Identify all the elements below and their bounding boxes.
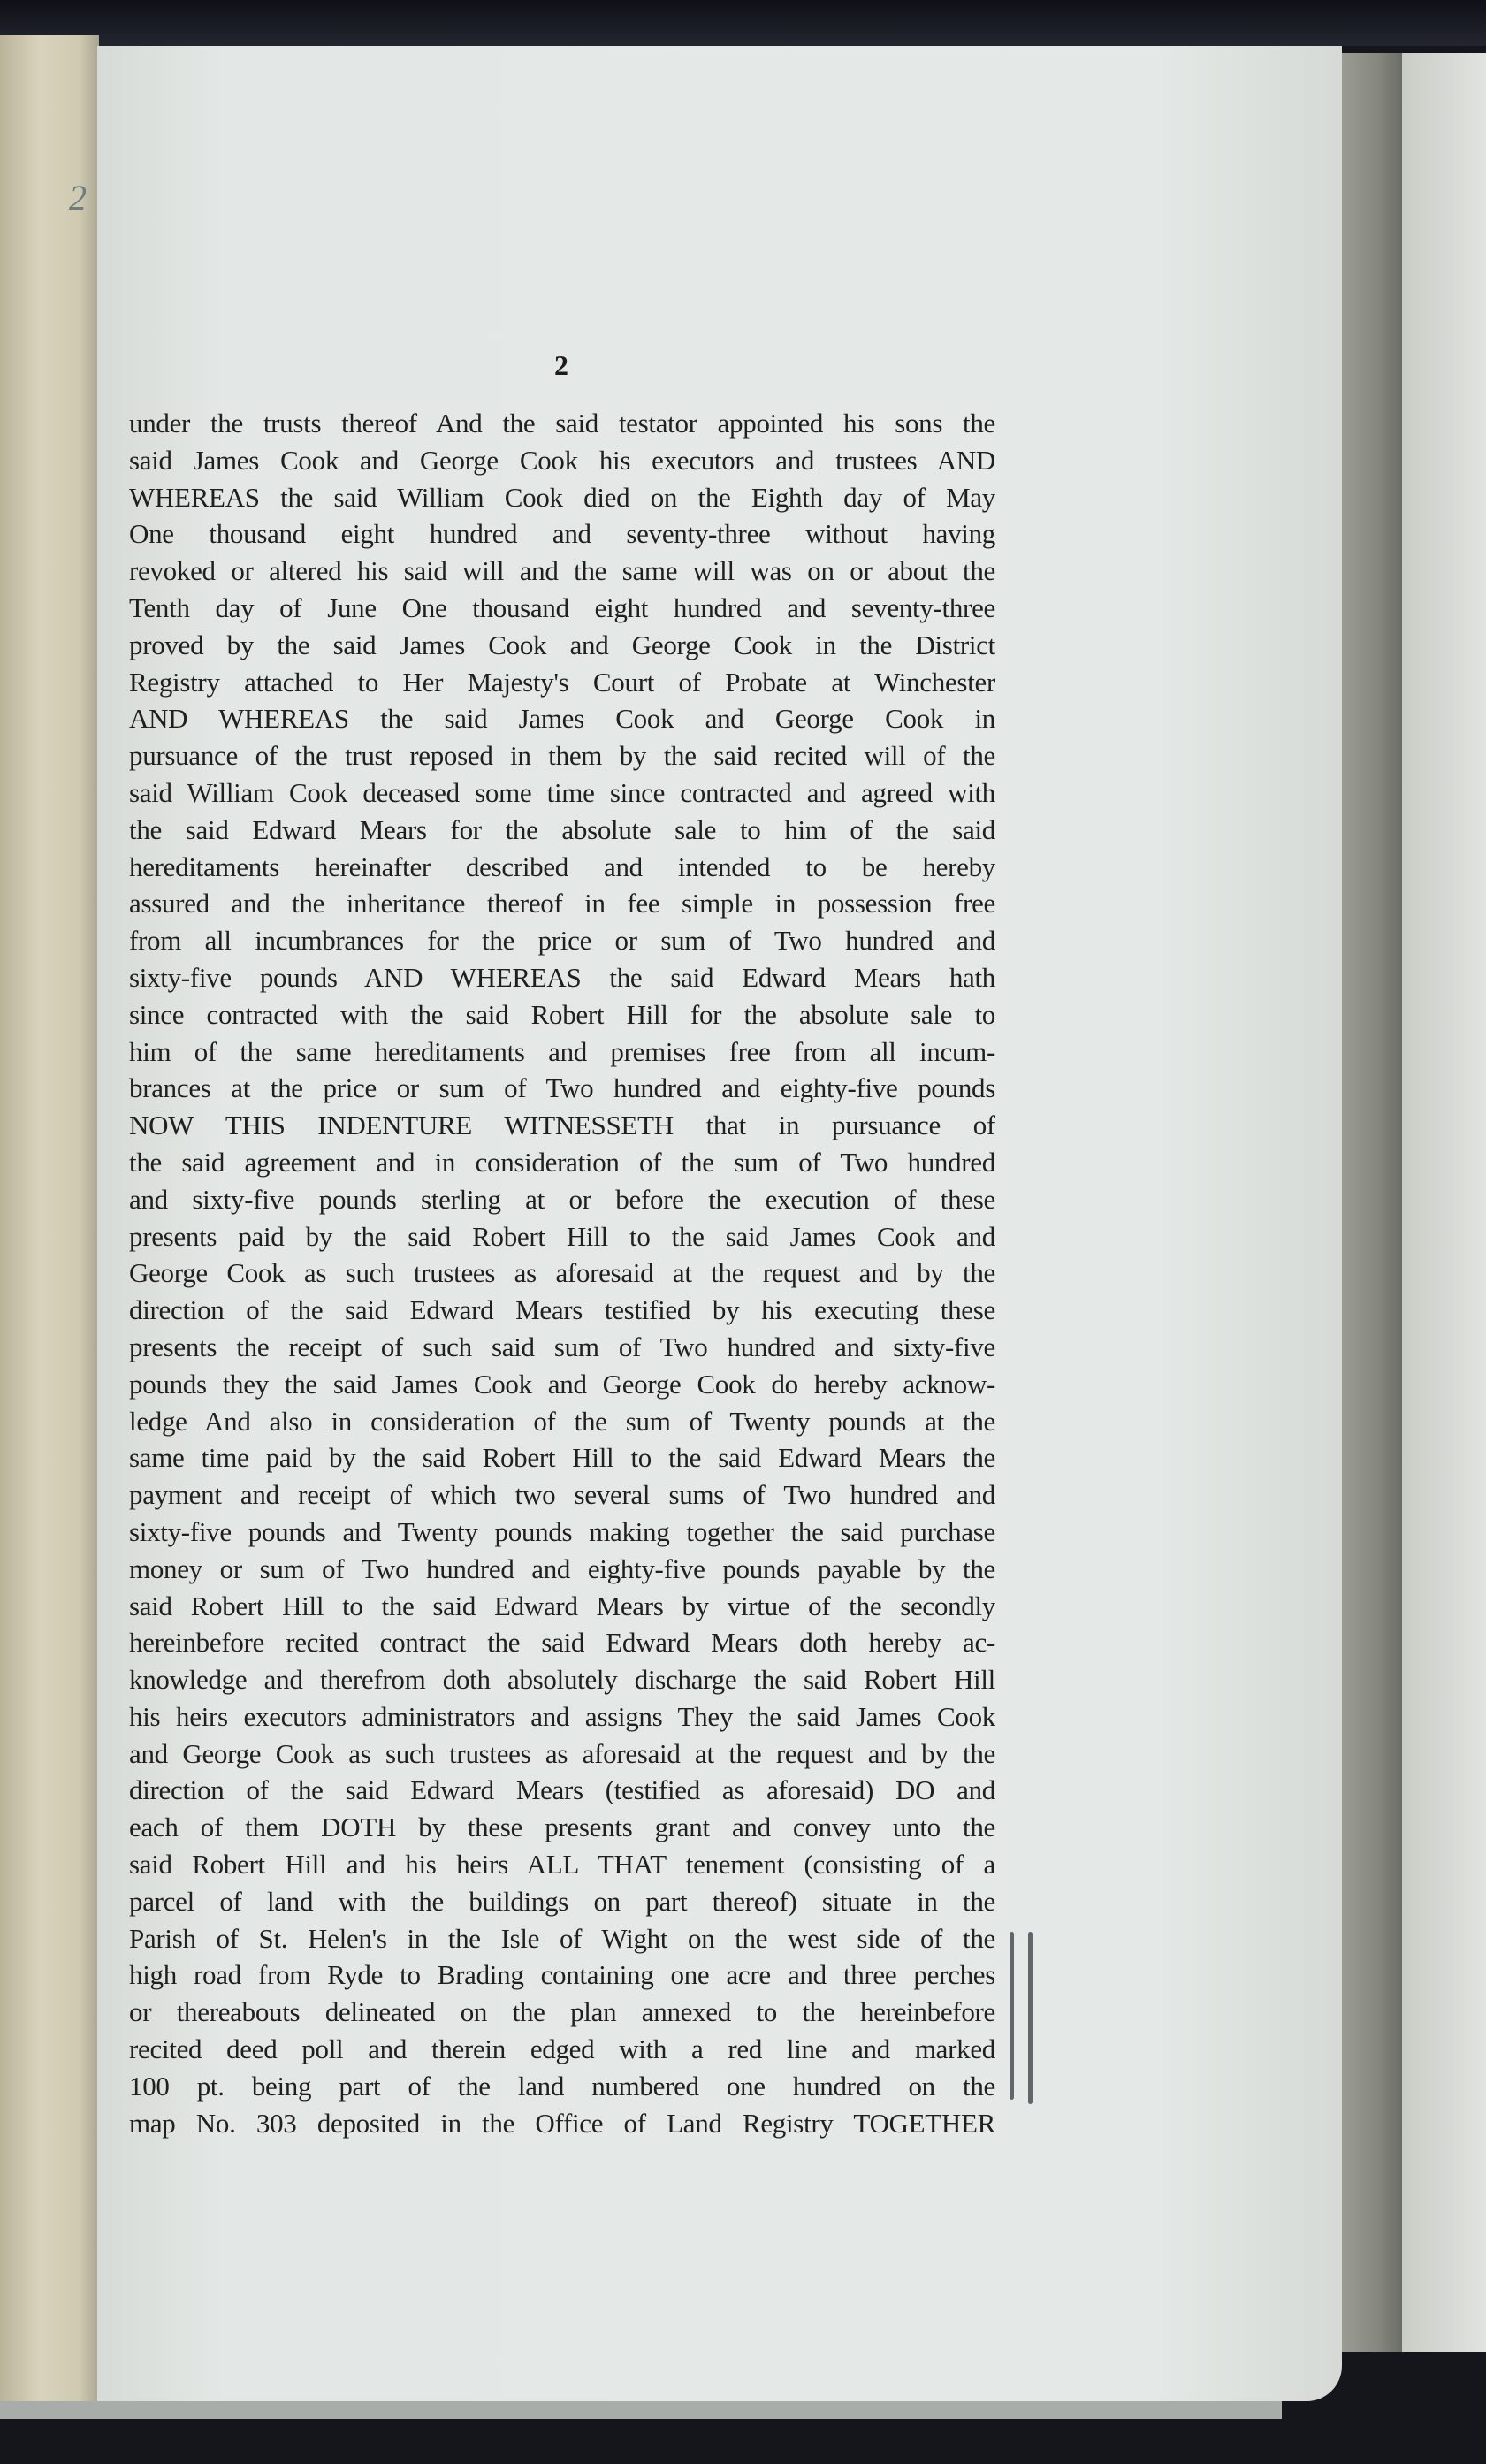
text-line-content: each of them DOTH by these presents grant and convey unto the <box>129 1812 995 1843</box>
text-line <box>129 515 995 553</box>
text-line-content: same time paid by the said Robert Hill to the said Edward Mears the <box>129 1442 995 1474</box>
text-line-content: from all incumbrances for the price or sum of Two hundred and <box>129 925 995 957</box>
text-line <box>129 1514 995 1551</box>
text-line-content: money or sum of Two hundred and eighty-five pounds payable by the <box>129 1552 995 1584</box>
text-line <box>129 553 995 590</box>
text-line-content: map No. 303 deposited in the Office of Land Registry TOGETHER <box>129 2107 995 2139</box>
text-line-content: George Cook as such trustees as aforesaid at the request and by the <box>129 1257 995 1289</box>
text-line-content: NOW THIS INDENTURE WITNESSETH that in pursuance of <box>129 1110 995 1141</box>
document-body <box>129 405 995 2141</box>
text-line-content: pursuance of the trust reposed in them by the said recited will of the <box>129 740 995 772</box>
text-line-content: brances at the price or sum of Two hundred and eighty-five pounds <box>129 1072 995 1104</box>
text-line-content: said Robert Hill to the said Edward Mears by virtue of the secondly <box>129 1590 995 1621</box>
text-line-content: Parish of St. Helen's in the Isle of Wight on the west side of the <box>129 1922 995 1954</box>
text-line-content: 100 pt. being part of the land numbered one hundred on the <box>129 2070 995 2102</box>
text-line-content: recited deed poll and therein edged with a red line and marked <box>129 2033 995 2065</box>
text-line-content: WHEREAS the said William Cook died on the Eighth day of May <box>129 481 995 513</box>
text-line <box>129 1144 995 1181</box>
text-line-content: hereinbefore recited contract the said Edward Mears doth hereby ac- <box>129 1627 995 1659</box>
pencil-margin-mark <box>1028 1932 1033 2104</box>
text-line-content: presents paid by the said Robert Hill to the said James Cook and <box>129 1220 995 1252</box>
text-line-content: and George Cook as such trustees as aforesaid at the request and by the <box>129 1737 995 1769</box>
text-line-content: proved by the said James Cook and George Cook in the District <box>129 629 995 660</box>
scanner-background-top <box>0 0 1486 46</box>
text-line-content: sixty-five pounds AND WHEREAS the said Edward Mears hath <box>129 961 995 993</box>
text-line <box>129 1661 995 1698</box>
text-line <box>129 1034 995 1071</box>
text-line <box>129 1366 995 1403</box>
text-line <box>129 849 995 886</box>
text-line-content: AND WHEREAS the said James Cook and George Cook in <box>129 703 995 735</box>
text-line-content: direction of the said Edward Mears testified by his executing these <box>129 1294 995 1326</box>
text-line <box>129 959 995 996</box>
text-line-content: the said agreement and in consideration of the sum of Two hundred <box>129 1146 995 1178</box>
text-line <box>129 1070 995 1107</box>
text-line <box>129 1181 995 1218</box>
text-line <box>129 479 995 516</box>
text-line <box>129 1588 995 1625</box>
handwritten-margin-note: 2 <box>69 178 87 217</box>
text-line <box>129 2031 995 2068</box>
text-line-content: sixty-five pounds and Twenty pounds making together the said purchase <box>129 1515 995 1547</box>
text-line-content: said James Cook and George Cook his executors and trustees AND <box>129 444 995 476</box>
text-line <box>129 1624 995 1661</box>
text-line-content: ledge And also in consideration of the sum of Twenty pounds at the <box>129 1405 995 1437</box>
text-line-content: said William Cook deceased some time since contracted and agreed with <box>129 776 995 808</box>
text-line <box>129 1329 995 1366</box>
text-line <box>129 442 995 479</box>
text-line <box>129 1551 995 1588</box>
text-line-content: high road from Ryde to Brading containing one acre and three perches <box>129 1959 995 1991</box>
text-line <box>129 1735 995 1773</box>
text-line-content: since contracted with the said Robert Hill for the absolute sale to <box>129 998 995 1030</box>
text-line-content: said Robert Hill and his heirs ALL THAT tenement (consisting of a <box>129 1849 995 1880</box>
text-line <box>129 1255 995 1292</box>
text-line-content: hereditaments hereinafter described and intended to be hereby <box>129 851 995 882</box>
text-line <box>129 737 995 774</box>
page-gutter-shadow <box>1342 53 1402 2352</box>
text-line-content: parcel of land with the buildings on part thereof) situate in the <box>129 1885 995 1917</box>
text-line <box>129 664 995 701</box>
text-line <box>129 1439 995 1476</box>
text-line-content: Registry attached to Her Majesty's Court of Probate at Winchester <box>129 666 995 698</box>
text-line-content: and sixty-five pounds sterling at or before the execution of these <box>129 1183 995 1215</box>
text-line-content: pounds they the said James Cook and George Cook do hereby acknow- <box>129 1368 995 1400</box>
text-line <box>129 1292 995 1329</box>
text-line <box>129 996 995 1034</box>
text-line-content: direction of the said Edward Mears (testified as aforesaid) DO and <box>129 1774 995 1806</box>
text-line <box>129 1698 995 1735</box>
text-line <box>129 812 995 849</box>
text-line <box>129 627 995 664</box>
pencil-margin-mark <box>1010 1932 1014 2100</box>
text-line <box>129 700 995 737</box>
text-line-content: knowledge and therefrom doth absolutely discharge the said Robert Hill <box>129 1664 995 1696</box>
text-line <box>129 774 995 812</box>
text-line <box>129 1772 995 1809</box>
text-line <box>129 1107 995 1144</box>
text-line-content: Tenth day of June One thousand eight hundred and seventy-three <box>129 591 995 623</box>
text-line <box>129 1218 995 1255</box>
binding-edge <box>0 35 99 2414</box>
next-page-edge <box>1402 53 1486 2352</box>
text-line <box>129 885 995 922</box>
text-line-content: presents the receipt of such said sum of Two hundred and sixty-five <box>129 1331 995 1362</box>
text-line <box>129 405 995 442</box>
text-line-content: assured and the inheritance thereof in fee simple in possession free <box>129 888 995 919</box>
text-line <box>129 2068 995 2105</box>
text-line <box>129 1994 995 2031</box>
text-line <box>129 1920 995 1957</box>
text-line-content: him of the same hereditaments and premises free from all incum- <box>129 1035 995 1067</box>
text-line-content: the said Edward Mears for the absolute sale to him of the said <box>129 813 995 845</box>
text-line-content: under the trusts thereof And the said testator appointed his sons the <box>129 408 995 439</box>
text-line-content: revoked or altered his said will and the same will was on or about the <box>129 555 995 587</box>
page-stack-edge <box>0 2401 1282 2419</box>
text-line <box>129 1846 995 1883</box>
page-number: 2 <box>554 349 568 381</box>
text-line <box>129 922 995 959</box>
text-line <box>129 1809 995 1846</box>
text-line <box>129 590 995 627</box>
text-line <box>129 2105 995 2142</box>
text-line <box>129 1883 995 1920</box>
text-line-content: or thereabouts delineated on the plan annexed to the hereinbefore <box>129 1996 995 2028</box>
text-line <box>129 1476 995 1514</box>
text-line-content: One thousand eight hundred and seventy-three without having <box>129 518 995 550</box>
text-line <box>129 1957 995 1994</box>
text-line-content: his heirs executors administrators and assigns They the said James Cook <box>129 1700 995 1732</box>
text-line <box>129 1403 995 1440</box>
text-line-content: payment and receipt of which two several sums of Two hundred and <box>129 1479 995 1511</box>
